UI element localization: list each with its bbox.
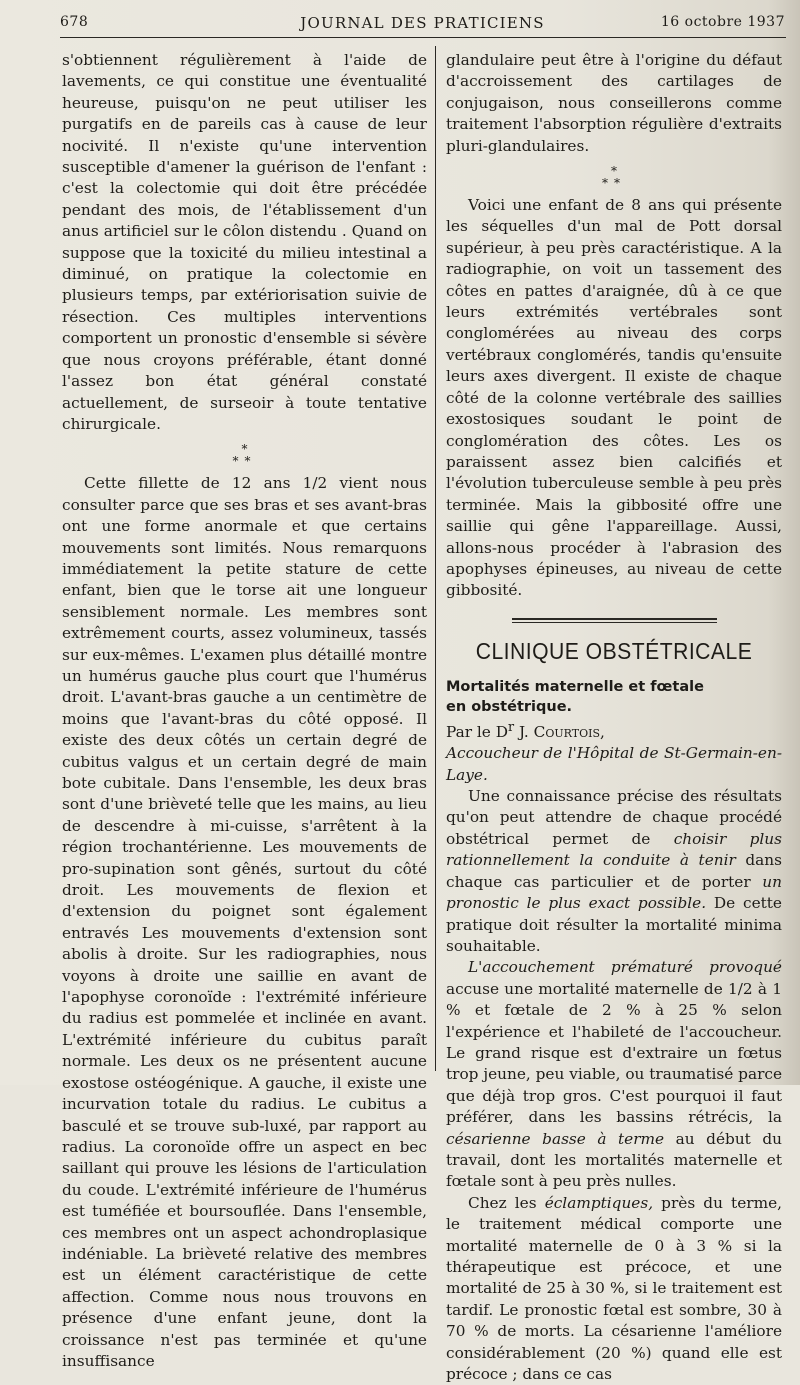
column-divider xyxy=(435,46,436,1071)
left-column xyxy=(62,50,427,1372)
right-paragraph-eclamptiques: Chez les éclamptiques, près du terme, le traitement médical comporte une mortalité maternelle de 0 à 3 % si la thérapeutique est précoce, et une mortalité de 25 à 30 %, si le traitement est tardif. Le pronostic fœtal est sombre, 30 à 70 % de morts. La césarienne l'améliore considérablement (20 %) quand elle est précoce ; dans ce cas xyxy=(446,1193,782,1384)
issue-date: 16 octobre 1937 xyxy=(660,14,785,30)
right-paragraph-glandulaire: glandulaire peut être à l'origine du défaut d'accroissement des cartilages de conjugaison, nous conseillerons comme traitement l'absorption régulière d'extraits pluri-glandulaires. xyxy=(446,51,782,155)
header-rule xyxy=(60,37,786,38)
article-byline xyxy=(446,717,782,744)
section-separator-right: * ** xyxy=(602,164,626,191)
left-paragraph-colectomie: s'obtiennent régulièrement à l'aide de lavements, ce qui constitue une éventualité heureuse, puisqu'on ne peut utiliser les purgatifs en de pareils cas à cause de leur nocivité. Il n'existe qu'une intervention susceptible d'amener la guérison de l'enfant : c'est la colectomie qui doit être précédée pendant des mois, de l'établissement d'un anus artificiel sur le côlon distendu . Quand on suppose que la toxicité du milieu intestinal a diminué, on pratique la colectomie en plusieurs temps, par extériorisation suivie de résection. Ces multiples interventions comportent un pronostic d'ensemble si sévère que nous croyons préférable, étant donné l'assez bon état général constaté actuellement, de surseoir à toute tentative chirurgicale. xyxy=(62,51,427,433)
section-double-rule xyxy=(512,618,717,623)
section-title: CLINIQUE OBSTÉTRICALE xyxy=(475,637,753,664)
article-title-line-2: en obstétrique. xyxy=(446,698,573,715)
page-number: 678 xyxy=(60,14,89,30)
byline-initial: J. xyxy=(518,722,529,741)
left-paragraph-case-fillette: Cette fillette de 12 ans 1/2 vient nous consulter parce que ses bras et ses avant-bras ont une forme anormale et que certains mouvements sont limités. Nous remarquons immédiatement la petite stature de cette enfant, bien que le torse ait une longueur sensiblement normale. Les membres sont extrêmement courts, assez volumineux, tassés sur eux-mêmes. L'examen plus détaillé montre un humérus gauche plus court que l'humérus droit. L'avant-bras gauche a un centimètre de moins que l'avant-bras du côté opposé. Il existe des deux côtés un certain degré de cubitus valgus et un certain degré de main bote cubitale. Dans l'ensemble, les deux bras sont d'une brièveté telle que les mains, au lieu de descendre à mi-cuisse, s'arrêtent à la région trochantérienne. Les mouvements de pro-supination sont gênés, surtout du côté droit. Les mouvements de flexion et d'extension du poignet sont également entravés Les mouvements d'extension sont abolis à droite. Sur les radiographies, nous voyons à droite une saillie en avant de l'apophyse coronoïde : l'extrémité inférieure du radius est pommelée et inclinée en avant. L'extrémité inférieure du cubitus paraît normale. Les deux os ne présentent aucune exostose ostéogénique. A gauche, il existe une incurvation totale du radius. Le cubitus a basculé et se trouve sub-luxé, par rapport au radius. La coronoïde offre un aspect en bec saillant qui prouve les lésions de l'articulation du coude. L'extrémité inférieure de l'humérus est tuméfiée et boursouflée. Dans l'ensemble, ces membres ont un aspect achondroplasique indéniable. La brièveté relative des membres est un élément caractéristique de cette affection. Comme nous nous trouvons en présence d'une enfant jeune, dont la croissance n'est pas terminée et qu'une insuffisance xyxy=(62,474,427,1370)
journal-title: JOURNAL DES PRATICIENS xyxy=(300,14,545,32)
right-paragraph-accouchement: L'accouchement prématuré provoqué accuse une mortalité maternelle de 1/2 à 1 % et fœtale de 2 % à 25 % selon l'expérience et l'habileté de l'accoucheur. Le grand risque est d'extraire un fœtus trop jeune, peu viable, ou traumatisé parce que déjà trop gros. C'est pourquoi il faut préférer, dans les bassins rétrécis, la césarienne basse à terme au début du travail, dont les mortalités maternelle et fœtale sont à peu près nulles. xyxy=(446,958,783,1191)
byline-sup: r xyxy=(507,719,515,735)
section-separator-left: * ** xyxy=(232,442,257,469)
byline-prefix: Par le D xyxy=(446,722,508,741)
author-affiliation: Accoucheur de l'Hôpital de St-Germain-en-Laye. xyxy=(446,744,782,784)
article-title-line-1: Mortalités maternelle et fœtale xyxy=(446,678,704,695)
right-paragraph-connaissance: Une connaissance précise des résultats qu'on peut attendre de chaque procédé obstétrical permet de choisir plus rationnellement la conduite à tenir dans chaque cas particulier et de porter un pronostic le plus exact possible. De cette pratique doit résulter la mortalité minima souhaitable. xyxy=(446,787,783,955)
right-column xyxy=(446,50,782,1385)
author-name: Courtois, xyxy=(533,722,605,741)
right-paragraph-mal-de-pott: Voici une enfant de 8 ans qui présente les séquelles d'un mal de Pott dorsal supérieur, à peu près caractéristique. A la radiographie, on voit un tassement des côtes en pattes d'araignée, dû à ce que leurs extrémités vertébrales sont conglomérées au niveau des corps vertébraux conglomérés, tandis qu'ensuite leurs axes divergent. Il existe de chaque côté de la colonne vertébrale des saillies exostosiques soudant le point de conglomération des côtes. Les os paraissent assez bien calcifiés et l'évolution tuberculeuse semble à peu près terminée. Mais la gibbosité offre une saillie qui gêne l'appareillage. Aussi, allons-nous procéder à l'abrasion des apophyses épineuses, au niveau de cette gibbosité. xyxy=(446,196,782,600)
page-header xyxy=(60,14,785,36)
